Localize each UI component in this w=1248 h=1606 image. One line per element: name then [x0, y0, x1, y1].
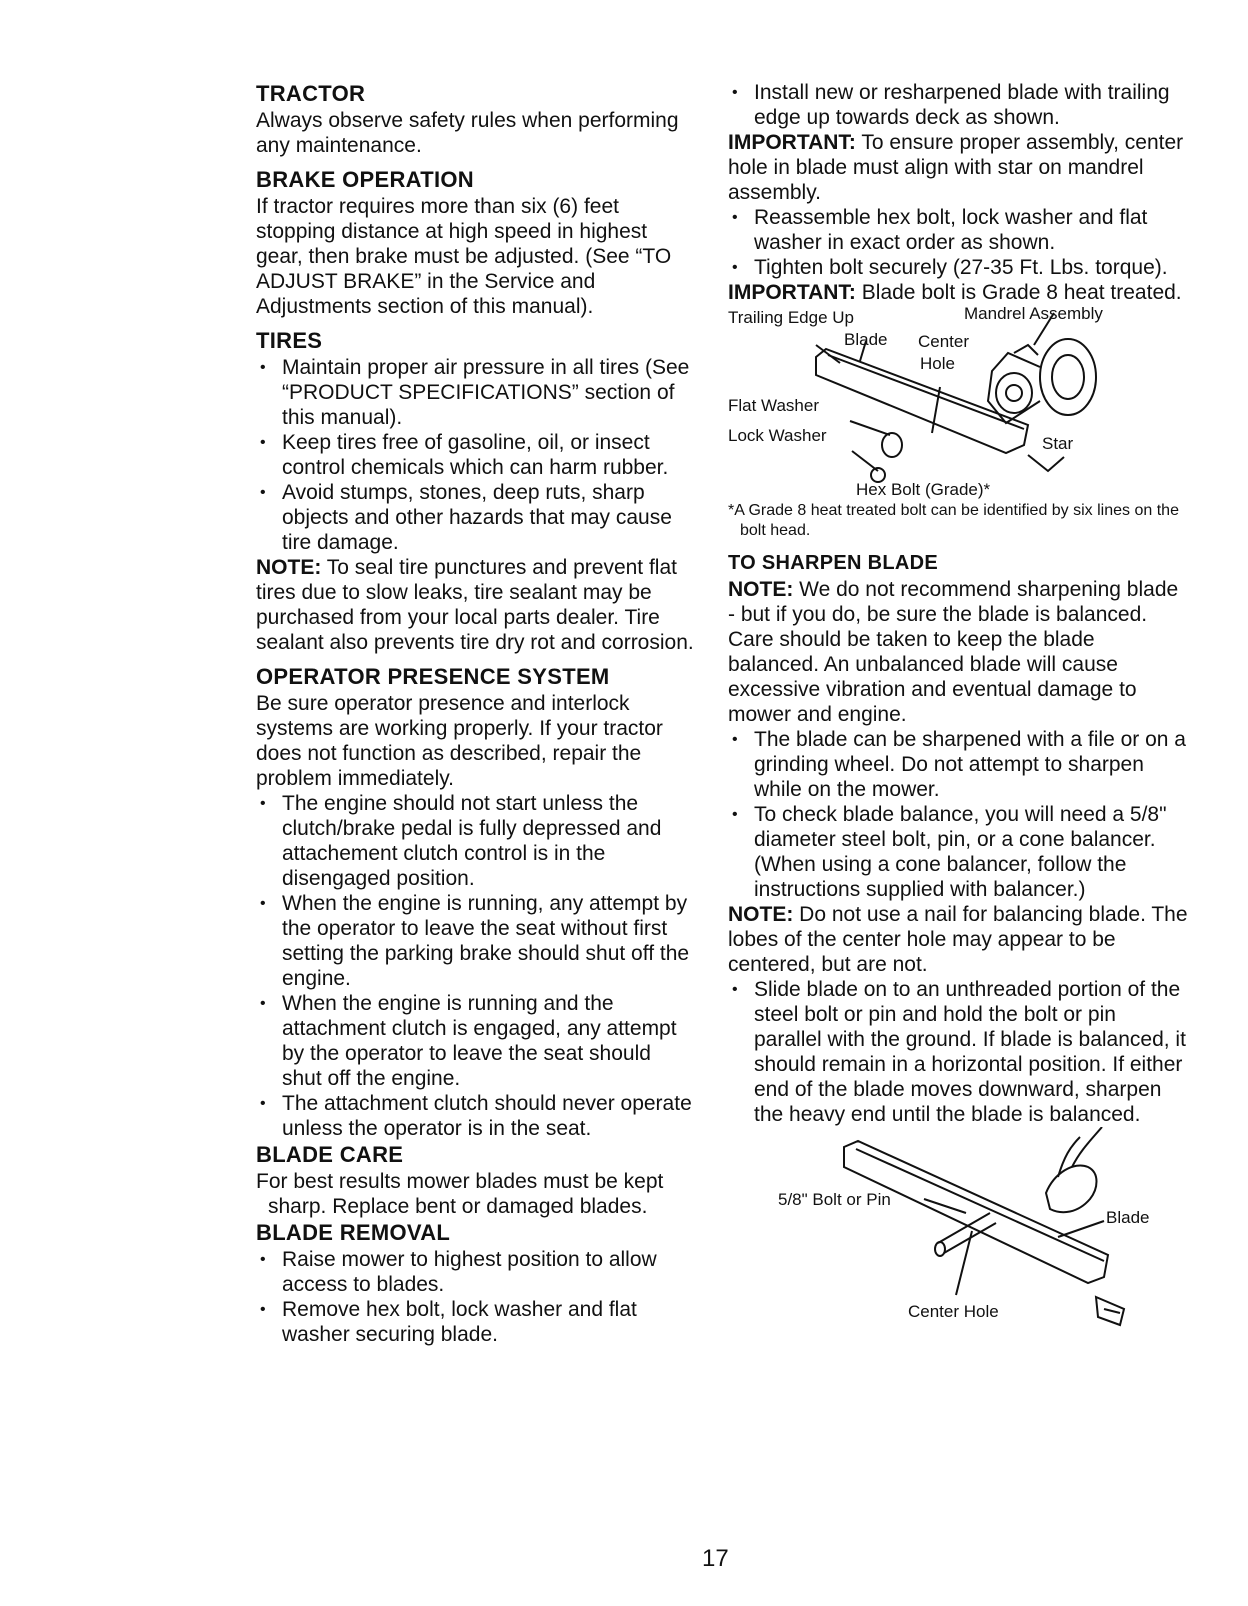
grade-8-footnote: *A Grade 8 heat treated bolt can be identified by six lines on the bolt head. [728, 502, 1179, 539]
tires-heading: TIRES [256, 328, 323, 353]
trailing-edge-up-label: Trailing Edge Up [728, 308, 854, 327]
sharpen-list [728, 727, 1188, 902]
list-item: • Reassemble hex bolt, lock washer and flat washer in exact order as shown. [728, 205, 1188, 255]
important-2 [728, 280, 1188, 305]
list-item: • When the engine is running and the attachment clutch is engaged, any attempt by the operator to leave the seat should shut off the engine. [256, 991, 696, 1091]
list-item: • Raise mower to highest position to allow access to blades. [256, 1247, 696, 1297]
sharpen-text: Care should be taken to keep the blade balanced. An unbalanced blade will cause excessive vibration and eventual damage to mower and engine. [728, 628, 1137, 726]
list-item: • To check blade balance, you will need a 5/8" diameter steel bolt, pin, or a cone balancer. (When using a cone balancer, follow the instructions supplied with balancer.) [728, 802, 1188, 902]
note-text: We do not recommend sharpening blade - but if you do, be sure the blade is balanced. [728, 578, 1179, 626]
blade-balance-figure [728, 1127, 1188, 1337]
lock-washer-label: Lock Washer [728, 426, 827, 445]
operator-heading: OPERATOR PRESENCE SYSTEM [256, 664, 610, 689]
note-label: NOTE: [256, 556, 322, 579]
important-text: To ensure proper assembly, center hole in blade must align with star on mandrel assembly. [728, 131, 1184, 204]
blade-label: Blade [1106, 1208, 1150, 1227]
right-column [728, 80, 1188, 1337]
sharpen-note-1 [728, 577, 1188, 627]
list-item: • Remove hex bolt, lock washer and flat washer securing blade. [256, 1297, 696, 1347]
hole-label: Hole [920, 354, 955, 373]
tires-note [256, 555, 696, 655]
blade-care-heading: BLADE CARE [256, 1142, 404, 1167]
reassemble-list [728, 205, 1188, 280]
blade-assembly-figure [728, 305, 1188, 501]
list-item: • When the engine is running, any attempt by the operator to leave the seat without first setting the parking brake should shut off the engine. [256, 891, 696, 991]
install-list [728, 80, 1188, 130]
brake-heading: BRAKE OPERATION [256, 167, 474, 192]
important-label: IMPORTANT: [728, 281, 856, 304]
note-text: Do not use a nail for balancing blade. The lobes of the center hole may appear to be centered, but are not. [728, 903, 1188, 976]
blade-care-text: For best results mower blades must be kept sharp. Replace bent or damaged blades. [256, 1170, 664, 1218]
center-label: Center [918, 332, 970, 351]
note-text: To seal tire punctures and prevent flat tires due to slow leaks, tire sealant may be purchased from your local parts dealer. Tire sealant also prevents tire dry rot and corrosion. [256, 556, 694, 654]
important-1 [728, 130, 1188, 205]
sharpen-note-2 [728, 902, 1188, 977]
page-number: 17 [702, 1545, 729, 1572]
balance-list [728, 977, 1188, 1127]
list-item: • The engine should not start unless the clutch/brake pedal is fully depressed and attachement clutch control is in the disengaged position. [256, 791, 696, 891]
flat-washer-label: Flat Washer [728, 396, 820, 415]
tractor-text: Always observe safety rules when performing any maintenance. [256, 109, 679, 157]
note-label: NOTE: [728, 578, 794, 601]
blade-label: Blade [844, 330, 888, 349]
center-hole-label: Center Hole [908, 1302, 999, 1321]
operator-text: Be sure operator presence and interlock systems are working properly. If your tractor does not function as described, repair the problem immediately. [256, 692, 663, 790]
tractor-heading: TRACTOR [256, 81, 366, 106]
important-text: Blade bolt is Grade 8 heat treated. [855, 281, 1182, 304]
sharpen-heading: TO SHARPEN BLADE [728, 552, 939, 574]
hex-bolt-label: Hex Bolt (Grade)* [856, 480, 991, 499]
blade-removal-heading: BLADE REMOVAL [256, 1220, 451, 1245]
operator-list [256, 791, 696, 1141]
brake-text: If tractor requires more than six (6) feet stopping distance at high speed in highest gear, then brake must be adjusted. (See “TO ADJUST BRAKE” in the Service and Adjustments section of this manual). [256, 195, 672, 318]
left-column [256, 80, 696, 1347]
list-item: • Avoid stumps, stones, deep ruts, sharp objects and other hazards that may cause tire damage. [256, 480, 696, 555]
list-item: • Tighten bolt securely (27-35 Ft. Lbs. torque). [728, 255, 1188, 280]
list-item: • Keep tires free of gasoline, oil, or insect control chemicals which can harm rubber. [256, 430, 696, 480]
note-label: NOTE: [728, 903, 794, 926]
list-item: • Install new or resharpened blade with trailing edge up towards deck as shown. [728, 80, 1188, 130]
tires-list [256, 355, 696, 555]
list-item: • Slide blade on to an unthreaded portion of the steel bolt or pin and hold the bolt or pin parallel with the ground. If blade is balanced, it should remain in a horizontal position. If either end of the blade moves downward, sharpen the heavy end until the blade is balanced. [728, 977, 1188, 1127]
list-item: • The attachment clutch should never operate unless the operator is in the seat. [256, 1091, 696, 1141]
star-label: Star [1042, 434, 1074, 453]
blade-removal-list [256, 1247, 696, 1347]
list-item: • The blade can be sharpened with a file or on a grinding wheel. Do not attempt to sharpen while on the mower. [728, 727, 1188, 802]
important-label: IMPORTANT: [728, 131, 856, 154]
list-item: • Maintain proper air pressure in all tires (See “PRODUCT SPECIFICATIONS” section of this manual). [256, 355, 696, 430]
bolt-or-pin-label: 5/8" Bolt or Pin [778, 1190, 891, 1209]
mandrel-assembly-label: Mandrel Assembly [964, 304, 1103, 323]
